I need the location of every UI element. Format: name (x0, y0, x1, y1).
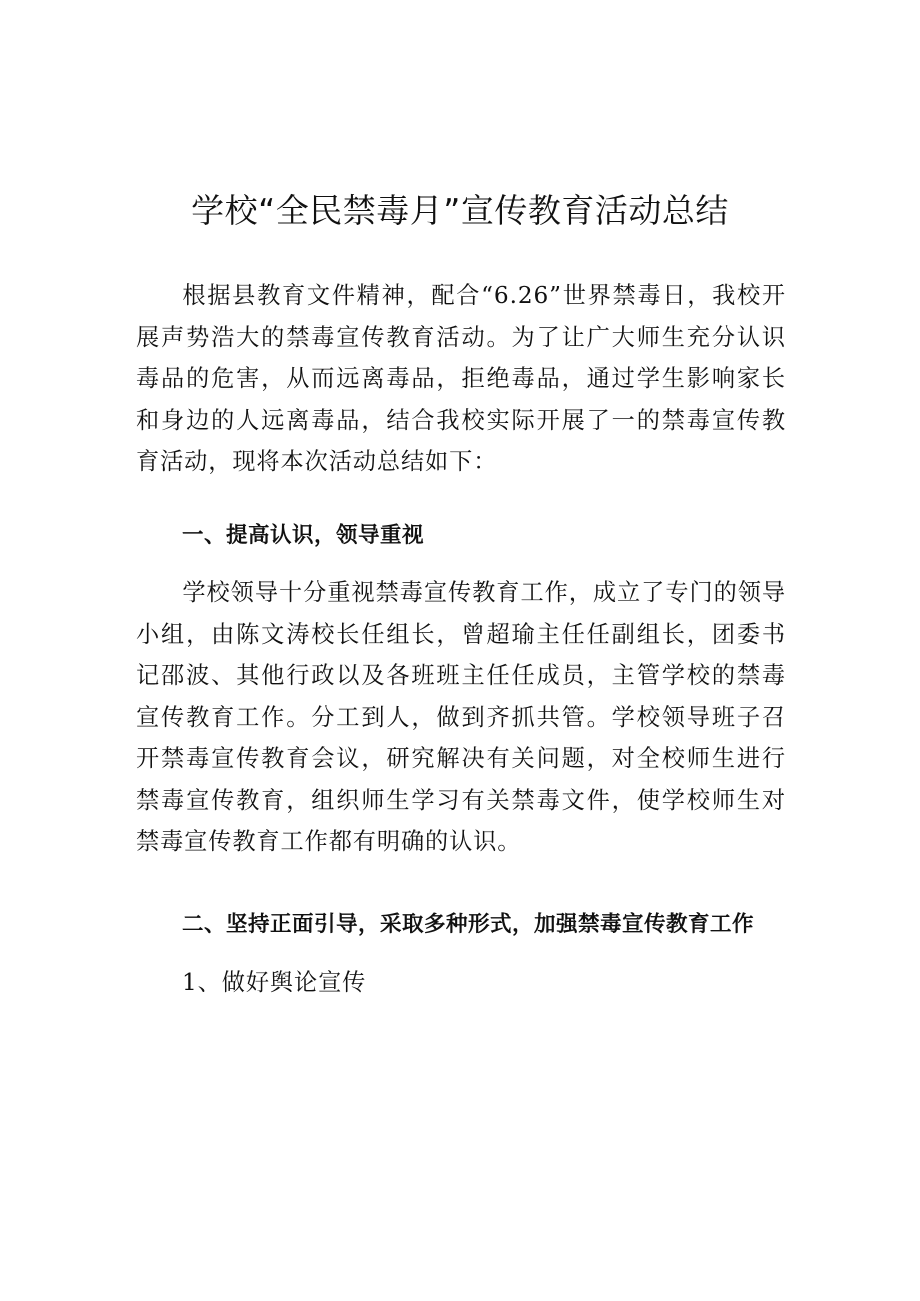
document-title: 学校“全民禁毒月”宣传教育活动总结 (191, 191, 729, 230)
intro-paragraph: 根据县教育文件精神，配合“6.26”世界禁毒日，我校开展声势浩大的禁毒宣传教育活动。为了让广大师生充分认识毒品的危害，从而远离毒品，拒绝毒品，通过学生影响家长和身边的人远离毒品，结合我校实际开展了一的禁毒宣传教育活动，现将本次活动总结如下： (136, 282, 786, 475)
section-1-paragraph: 学校领导十分重视禁毒宣传教育工作，成立了专门的领导小组，由陈文涛校长任组长，曾超瑜主任任副组长，团委书记邵波、其他行政以及各班班主任任成员，主管学校的禁毒宣传教育工作。分工到人，做到齐抓共管。学校领导班子召开禁毒宣传教育会议，研究解决有关问题，对全校师生进行禁毒宣传教育，组织师生学习有关禁毒文件，使学校师生对禁毒宣传教育工作都有明确的认识。 (136, 579, 786, 855)
section-heading-2: 二、坚持正面引导，采取多种形式，加强禁毒宣传教育工作 (182, 912, 755, 937)
section-2-subheading: 1、做好舆论宣传 (182, 969, 367, 996)
section-heading-1: 一、提高认识，领导重视 (182, 523, 425, 548)
